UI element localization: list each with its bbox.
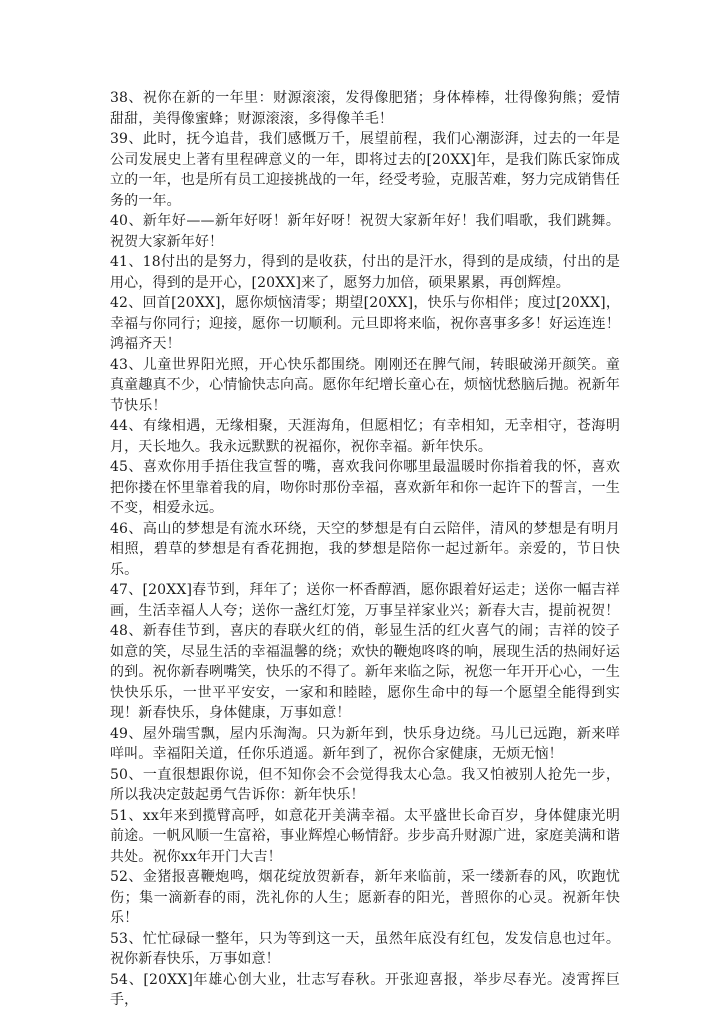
paragraph-52: 52、金猪报喜鞭炮鸣，烟花绽放贺新春，新年来临前，采一缕新春的风，吹跑忧伤；集一滴新春的雨，洗礼你的人生；愿新春的阳光，普照你的心灵。祝新年快乐！ <box>110 869 620 926</box>
paragraph-41: 41、18付出的是努力，得到的是收获，付出的是汗水，得到的是成绩，付出的是用心，得到的是开心，[20XX]来了，愿努力加倍，硕果累累，再创辉煌。 <box>110 254 620 291</box>
paragraph-45: 45、喜欢你用手捂住我宣誓的嘴，喜欢我问你哪里最温暖时你指着我的怀，喜欢把你搂在怀里靠着我的肩，吻你时那份幸福，喜欢新年和你一起许下的誓言，一生不变，相爱永远。 <box>110 459 620 516</box>
paragraph-43: 43、儿童世界阳光照，开心快乐都围绕。刚刚还在脾气闹，转眼破涕开颜笑。童真童趣真不少，心情愉快志向高。愿你年纪增长童心在，烦恼忧愁脑后抛。祝新年节快乐！ <box>110 356 620 414</box>
paragraph-46: 46、高山的梦想是有流水环绕，天空的梦想是有白云陪伴，清风的梦想是有明月相照，碧草的梦想是有香花拥抱，我的梦想是陪你一起过新年。亲爱的，节日快乐。 <box>110 520 620 578</box>
paragraph-49: 49、屋外瑞雪飘，屋内乐淘淘。只为新年到，快乐身边绕。马儿已远跑，新来咩咩叫。幸福阳关道，任你乐逍遥。新年到了，祝你合家健康，无烦无恼！ <box>110 725 620 762</box>
paragraph-47: 47、[20XX]春节到，拜年了；送你一杯香醇酒，愿你跟着好运走；送你一幅吉祥画，生活幸福人人夸；送你一盏红灯笼，万事呈祥家业兴；新春大吉，提前祝贺！ <box>110 582 620 619</box>
paragraph-54: 54、[20XX]年雄心创大业，壮志写春秋。开张迎喜报，举步尽春光。凌霄挥巨手， <box>110 971 620 1008</box>
paragraph-48: 48、新春佳节到，喜庆的春联火红的俏，彰显生活的红火喜气的闹；吉祥的饺子如意的笑，尽显生活的幸福温馨的绕；欢快的鞭炮咚咚的响，展现生活的热闹好运的到。祝你新春咧嘴笑，快乐的不得了。新年来临之际，祝您一年开开心心，一生快快乐乐，一世平平安安，一家和和睦睦，愿你生命中的每一个愿望全能得到实现！新春快乐，身体健康，万事如意！ <box>110 623 620 721</box>
document-body <box>110 88 620 1011</box>
paragraph-38: 38、祝你在新的一年里：财源滚滚，发得像肥猪；身体棒棒，壮得像狗熊；爱情甜甜，美得像蜜蜂；财源滚滚，多得像羊毛！ <box>110 90 620 127</box>
paragraph-44: 44、有缘相遇，无缘相聚，天涯海角，但愿相忆；有幸相知，无幸相守，苍海明月，天长地久。我永远默默的祝福你，祝你幸福。新年快乐。 <box>110 418 620 455</box>
paragraph-50: 50、一直很想跟你说，但不知你会不会觉得我太心急。我又怕被别人抢先一步，所以我决定鼓起勇气告诉你：新年快乐！ <box>110 766 620 803</box>
paragraph-51: 51、xx年来到揽臂高呼，如意花开美满幸福。太平盛世长命百岁，身体健康光明前途。一帆风顺一生富裕，事业辉煌心畅情舒。步步高升财源广进，家庭美满和谐共处。祝你xx年开门大吉！ <box>110 807 620 865</box>
paragraph-39: 39、此时，抚今追昔，我们感慨万千，展望前程，我们心潮澎湃，过去的一年是公司发展史上著有里程碑意义的一年，即将过去的[20XX]年，是我们陈氏家饰成立的一年，也是所有员工迎接挑战的一年，经受考验，克服苦难，努力完成销售任务的一年。 <box>110 131 620 209</box>
paragraph-40: 40、新年好——新年好呀！新年好呀！祝贺大家新年好！我们唱歌，我们跳舞。祝贺大家新年好！ <box>110 213 620 250</box>
paragraph-42: 42、回首[20XX]，愿你烦恼清零；期望[20XX]，快乐与你相伴；度过[20XX]，幸福与你同行；迎接，愿你一切顺利。元旦即将来临，祝你喜事多多！好运连连！鸿福齐天！ <box>110 295 620 352</box>
paragraph-53: 53、忙忙碌碌一整年，只为等到这一天，虽然年底没有红包，发发信息也过年。祝你新春快乐，万事如意！ <box>110 930 620 967</box>
